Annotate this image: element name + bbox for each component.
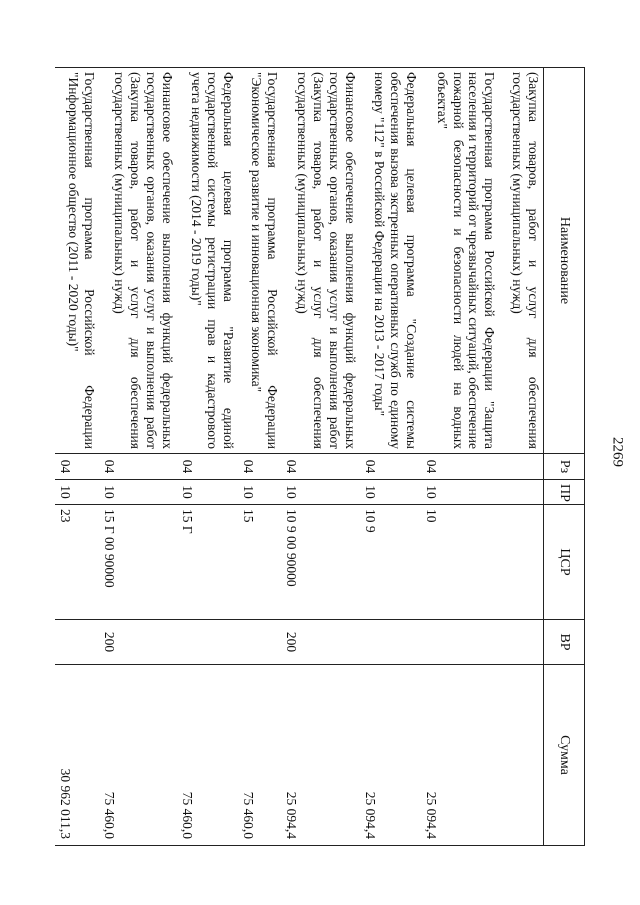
row-csr: 15 Г [177, 505, 238, 620]
row-vr: 200 [99, 620, 177, 665]
row-name: Государственная программа Российской Федерации "Защита населения и территорий от чрезвычайных ситуаций, обеспечение пожарной безопасности и безопасности людей на водных объектах" [421, 68, 499, 454]
row-sum: 75 460,0 [238, 665, 282, 846]
row-pr: 10 [99, 480, 177, 505]
row-name: Федеральная целевая программа "Развитие единой государственной системы регистрации прав и кадастрового учета недвижимости (2014 - 2019 годы)" [177, 68, 238, 454]
row-csr: 10 [421, 505, 499, 620]
row-rz: 04 [55, 454, 99, 480]
row-vr [55, 620, 99, 665]
row-sum: 75 460,0 [99, 665, 177, 846]
table-row [360, 68, 421, 846]
row-rz: 04 [177, 454, 238, 480]
row-sum [499, 665, 543, 846]
header-pr: ПР [544, 480, 585, 505]
row-pr: 10 [55, 480, 99, 505]
row-vr: 200 [282, 620, 360, 665]
row-pr: 10 [238, 480, 282, 505]
row-sum: 25 094,4 [421, 665, 499, 846]
row-name: Финансовое обеспечение выполнения функций федеральных государственных органов, оказания услуг и выполнения работ (Закупка товаров, работ и услуг для обеспечения государственных (муниципальных) нужд) [99, 68, 177, 454]
row-name: Федеральная целевая программа "Создание системы обеспечения вызова экстренных оперативных служб по единому номеру "112" в Российской Федерации на 2013 - 2017 годы" [360, 68, 421, 454]
row-pr: 10 [360, 480, 421, 505]
row-csr: 15 [238, 505, 282, 620]
table-row [99, 68, 177, 846]
row-name: (Закупка товаров, работ и услуг для обеспечения государственных (муниципальных) нужд) [499, 68, 543, 454]
row-vr [360, 620, 421, 665]
row-sum: 75 460,0 [177, 665, 238, 846]
row-rz: 04 [282, 454, 360, 480]
row-rz: 04 [421, 454, 499, 480]
row-rz: 04 [238, 454, 282, 480]
rotated-table-container [55, 67, 585, 845]
row-vr [177, 620, 238, 665]
header-vr: ВР [544, 620, 585, 665]
table-row [55, 68, 99, 846]
row-sum: 25 094,4 [282, 665, 360, 846]
row-pr: 10 [282, 480, 360, 505]
table-header-row [544, 68, 585, 846]
row-vr [421, 620, 499, 665]
row-vr [238, 620, 282, 665]
table-row [282, 68, 360, 846]
row-name: Государственная программа Российской Федерации "Экономическое развитие и инновационная экономика" [238, 68, 282, 454]
header-rz: Рз [544, 454, 585, 480]
row-csr: 10 9 00 90000 [282, 505, 360, 620]
row-rz [499, 454, 543, 480]
row-vr [499, 620, 543, 665]
row-sum: 25 094,4 [360, 665, 421, 846]
table-row [421, 68, 499, 846]
row-pr: 10 [421, 480, 499, 505]
row-rz: 04 [99, 454, 177, 480]
budget-table [55, 67, 585, 846]
header-name: Наименование [544, 68, 585, 454]
header-sum: Сумма [544, 665, 585, 846]
row-csr: 23 [55, 505, 99, 620]
row-pr: 10 [177, 480, 238, 505]
row-csr [499, 505, 543, 620]
header-csr: ЦСР [544, 505, 585, 620]
table-row [499, 68, 543, 846]
row-rz: 04 [360, 454, 421, 480]
row-csr: 15 Г 00 90000 [99, 505, 177, 620]
row-name: Финансовое обеспечение выполнения функций федеральных государственных органов, оказания услуг и выполнения работ (Закупка товаров, работ и услуг для обеспечения государственных (муниципальных) нужд) [282, 68, 360, 454]
table-row [177, 68, 238, 846]
row-csr: 10 9 [360, 505, 421, 620]
table-row [238, 68, 282, 846]
row-name: Государственная программа Российской Федерации "Информационное общество (2011 - 2020 годы)" [55, 68, 99, 454]
row-pr [499, 480, 543, 505]
page-number: 2269 [609, 437, 626, 467]
row-sum: 30 962 011,3 [55, 665, 99, 846]
